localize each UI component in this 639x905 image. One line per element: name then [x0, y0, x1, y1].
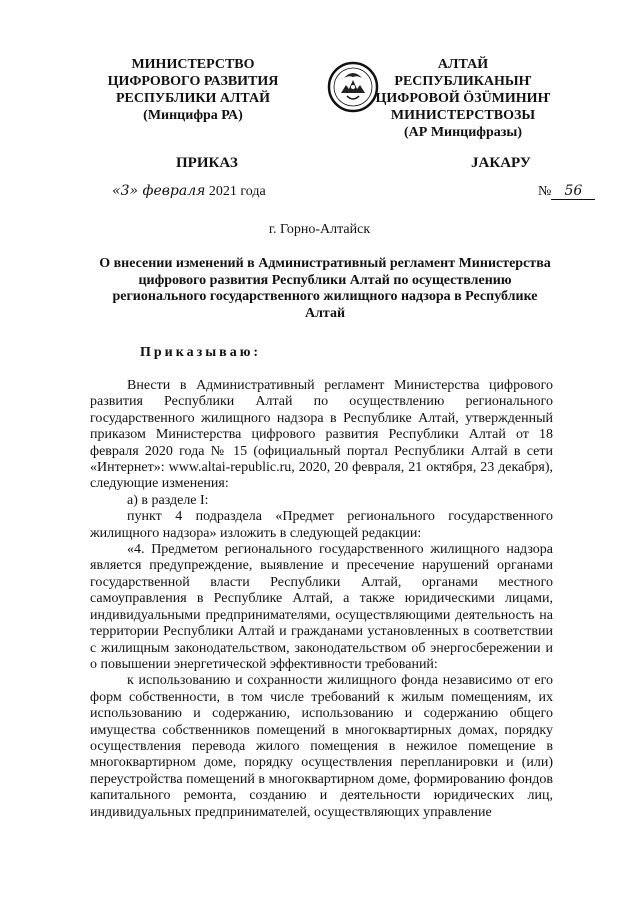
number-sign: № — [538, 184, 552, 199]
ministry-name-line: ЦИФРОВОГО РАЗВИТИЯ — [107, 74, 279, 89]
paragraph: Внести в Административный регламент Министерства цифрового развития Республики Алтай по осуществлению регионального государственного жилищного надзора в Республике Алтай, утвержденный приказом Министерства цифрового развития Республики Алтай от 18 февраля 2020 года № 15 (официальный портал Республики Алтай в сети «Интернет»: www.altai-republic.ru, 2020, 20 февраля, 21 октября, 23 декабря), следующие изменения: — [90, 378, 553, 492]
paragraph: «4. Предметом регионального государственного жилищного надзора является предупреждение, выявление и пресечение нарушений органами государственной власти Республики Алтай, органами местного самоуправления в Республике Алтай, а также юридическими лицами, индивидуальными предпринимателями, осуществляющими деятельность на территории Республики Алтай и гражданами установленных в соответствии с жилищным законодательством, законодательством об энергосбережении и о повышении энергетической эффективности требований: — [90, 542, 553, 672]
ministry-name-line: МИНИСТЕРСТВОЗЫ — [390, 108, 536, 123]
ministry-name-line: РЕСПУБЛИКИ АЛТАЙ — [115, 91, 271, 106]
document-body — [90, 378, 553, 821]
ministry-name-line: РЕСПУБЛИКАНЫҤ — [394, 74, 532, 89]
ministry-short-name: (АР Минцифразы) — [404, 125, 522, 140]
ministry-name-line: МИНИСТЕРСТВО — [131, 57, 255, 72]
ministry-name-russian — [88, 56, 298, 124]
paragraph: а) в разделе I: — [127, 492, 209, 508]
ministry-name-altai — [358, 56, 568, 141]
order-date — [112, 183, 266, 200]
handwritten-number: 56 — [551, 183, 595, 200]
ministry-name-line: ЦИФРОВОЙ ÖЗÜМИНИҤ — [375, 91, 551, 106]
paragraph: к использованию и сохранности жилищного фонда независимо от его форм собственности, в том числе требований к жилым помещениям, их использованию и содержанию, использованию и содержанию общего имущества собственников помещений в многоквартирных домах, порядку осуществления перевода жилого помещения в нежилое помещение в многоквартирном доме, порядку осуществления перепланировки и (или) переустройства помещений в многоквартирном доме, формированию фондов капитального ремонта, созданию и деятельности юридических лиц, индивидуальных предпринимателей, осуществляющих управление — [90, 673, 553, 820]
city-name: г. Горно-Алтайск — [268, 222, 371, 237]
order-heading: Приказываю: — [140, 345, 262, 360]
document-title: О внесении изменений в Административный регламент Министерства цифрового развития Республики Алтай по осуществлению регионального государственного жилищного надзора в Республике Алтай — [99, 256, 551, 321]
paragraph: пункт 4 подраздела «Предмет регионального государственного жилищного надзора» изложить в следующей редакции: — [90, 509, 553, 541]
order-label-russian: ПРИКАЗ — [176, 155, 238, 171]
order-number — [538, 183, 595, 200]
ministry-short-name: (Минцифра РА) — [143, 108, 243, 123]
handwritten-date: «3» февраля — [112, 183, 206, 199]
order-label-altai: JАКАРУ — [471, 155, 531, 171]
ministry-name-line: АЛТАЙ — [437, 57, 489, 72]
order-year: 2021 года — [208, 184, 266, 199]
